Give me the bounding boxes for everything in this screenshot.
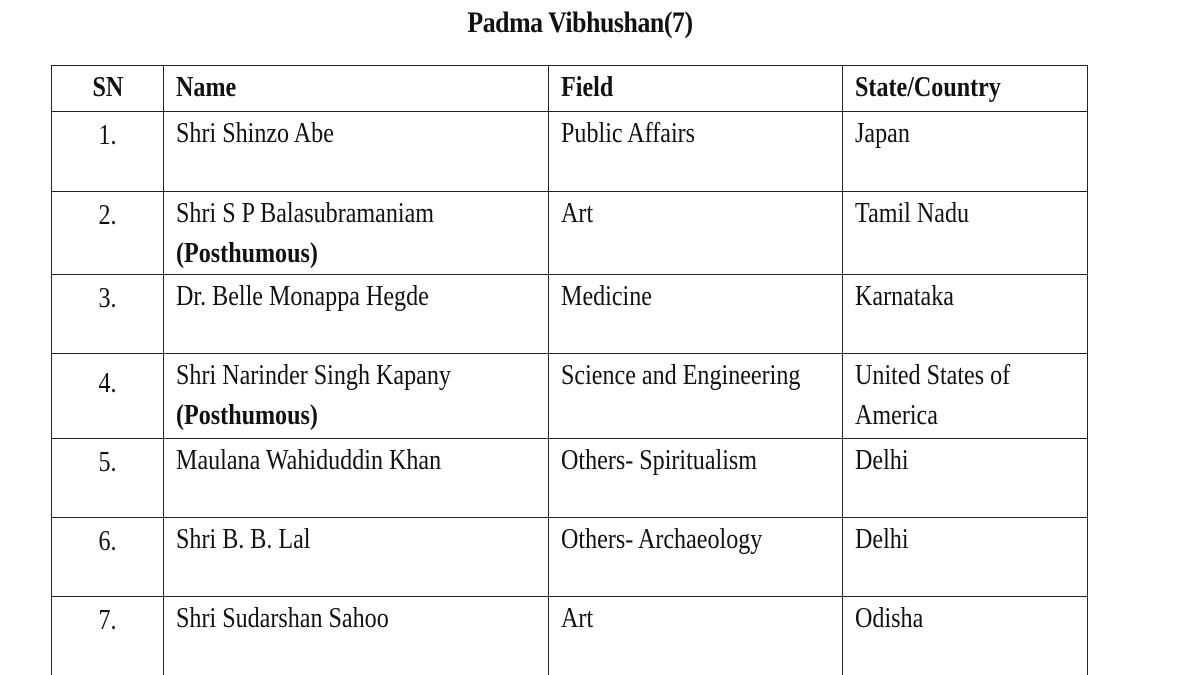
field-cell: Art bbox=[549, 597, 843, 675]
table-row bbox=[52, 518, 1088, 597]
name-cell: Shri Shinzo Abe bbox=[164, 112, 549, 192]
table-row bbox=[52, 439, 1088, 518]
field-cell: Public Affairs bbox=[549, 112, 843, 192]
field-cell: Science and Engineering bbox=[549, 354, 843, 439]
state-cell: Japan bbox=[843, 112, 1088, 192]
table-row bbox=[52, 354, 1088, 439]
sn-cell: 6. bbox=[52, 518, 164, 597]
sn-cell: 5. bbox=[52, 439, 164, 518]
table-row bbox=[52, 275, 1088, 354]
state-cell: Delhi bbox=[843, 439, 1088, 518]
name-cell: Shri B. B. Lal bbox=[164, 518, 549, 597]
sn-cell: 4. bbox=[52, 354, 164, 439]
sn-cell: 2. bbox=[52, 192, 164, 275]
state-cell: Delhi bbox=[843, 518, 1088, 597]
field-cell: Others- Archaeology bbox=[549, 518, 843, 597]
table-row bbox=[52, 192, 1088, 275]
name-cell: Shri S P Balasubramaniam (Posthumous) bbox=[164, 192, 549, 275]
document-title: Padma Vibhushan(7) bbox=[467, 6, 693, 39]
sn-cell: 7. bbox=[52, 597, 164, 675]
state-cell: Tamil Nadu bbox=[843, 192, 1088, 275]
state-cell: Karnataka bbox=[843, 275, 1088, 354]
field-cell: Others- Spiritualism bbox=[549, 439, 843, 518]
awardees-table bbox=[51, 65, 1088, 675]
posthumous-note: (Posthumous) bbox=[176, 238, 318, 269]
posthumous-note: (Posthumous) bbox=[176, 400, 318, 431]
name-cell: Shri Narinder Singh Kapany (Posthumous) bbox=[164, 354, 549, 439]
state-cell: Odisha bbox=[843, 597, 1088, 675]
column-header-field: Field bbox=[549, 66, 843, 112]
sn-cell: 1. bbox=[52, 112, 164, 192]
table-row bbox=[52, 112, 1088, 192]
field-cell: Art bbox=[549, 192, 843, 275]
field-cell: Medicine bbox=[549, 275, 843, 354]
state-cell: United States of America bbox=[843, 354, 1088, 439]
sn-cell: 3. bbox=[52, 275, 164, 354]
column-header-sn: SN bbox=[52, 66, 164, 112]
table-row bbox=[52, 597, 1088, 675]
column-header-state-country: State/Country bbox=[843, 66, 1088, 112]
table-header-row bbox=[52, 66, 1088, 112]
name-cell: Maulana Wahiduddin Khan bbox=[164, 439, 549, 518]
name-cell: Shri Sudarshan Sahoo bbox=[164, 597, 549, 675]
name-cell: Dr. Belle Monappa Hegde bbox=[164, 275, 549, 354]
column-header-name: Name bbox=[164, 66, 549, 112]
